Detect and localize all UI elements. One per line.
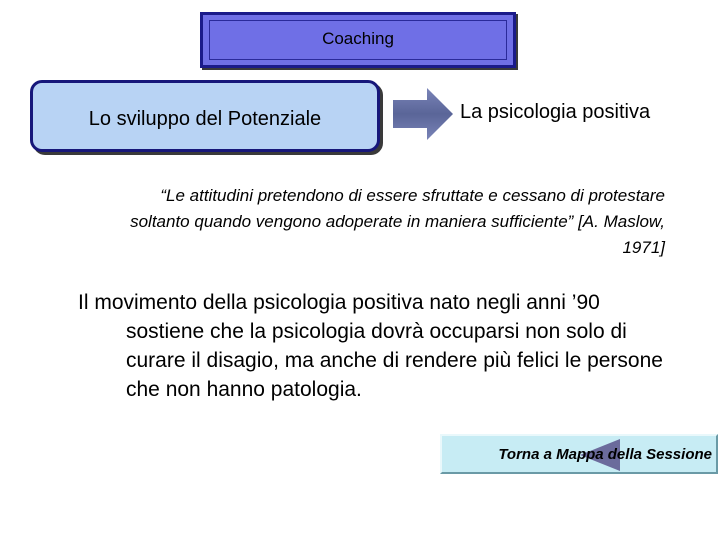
potential-box	[30, 80, 380, 152]
maslow-quote: “Le attitudini pretendono di essere sfruttate e cessano di protestare soltanto quando vengono adoperate in maniera sufficiente” [A. Maslow, 1971]	[130, 186, 665, 257]
positive-psychology-label: La psicologia positiva	[460, 101, 651, 123]
coaching-header-box	[200, 12, 516, 68]
potential-label: Lo sviluppo del Potenziale	[88, 108, 322, 130]
back-to-session-map-label: Torna a Mappa della Sessione	[498, 446, 712, 463]
body-paragraph: Il movimento della psicologia positiva nato negli anni ’90 sostiene che la psicologia dovrà occuparsi non solo di curare il disagio, ma anche di rendere più felici le persone che non hanno patologia.	[78, 291, 663, 401]
header-title: Coaching	[322, 29, 394, 48]
right-arrow-icon	[393, 88, 453, 140]
back-to-session-map-button[interactable]	[440, 434, 718, 474]
